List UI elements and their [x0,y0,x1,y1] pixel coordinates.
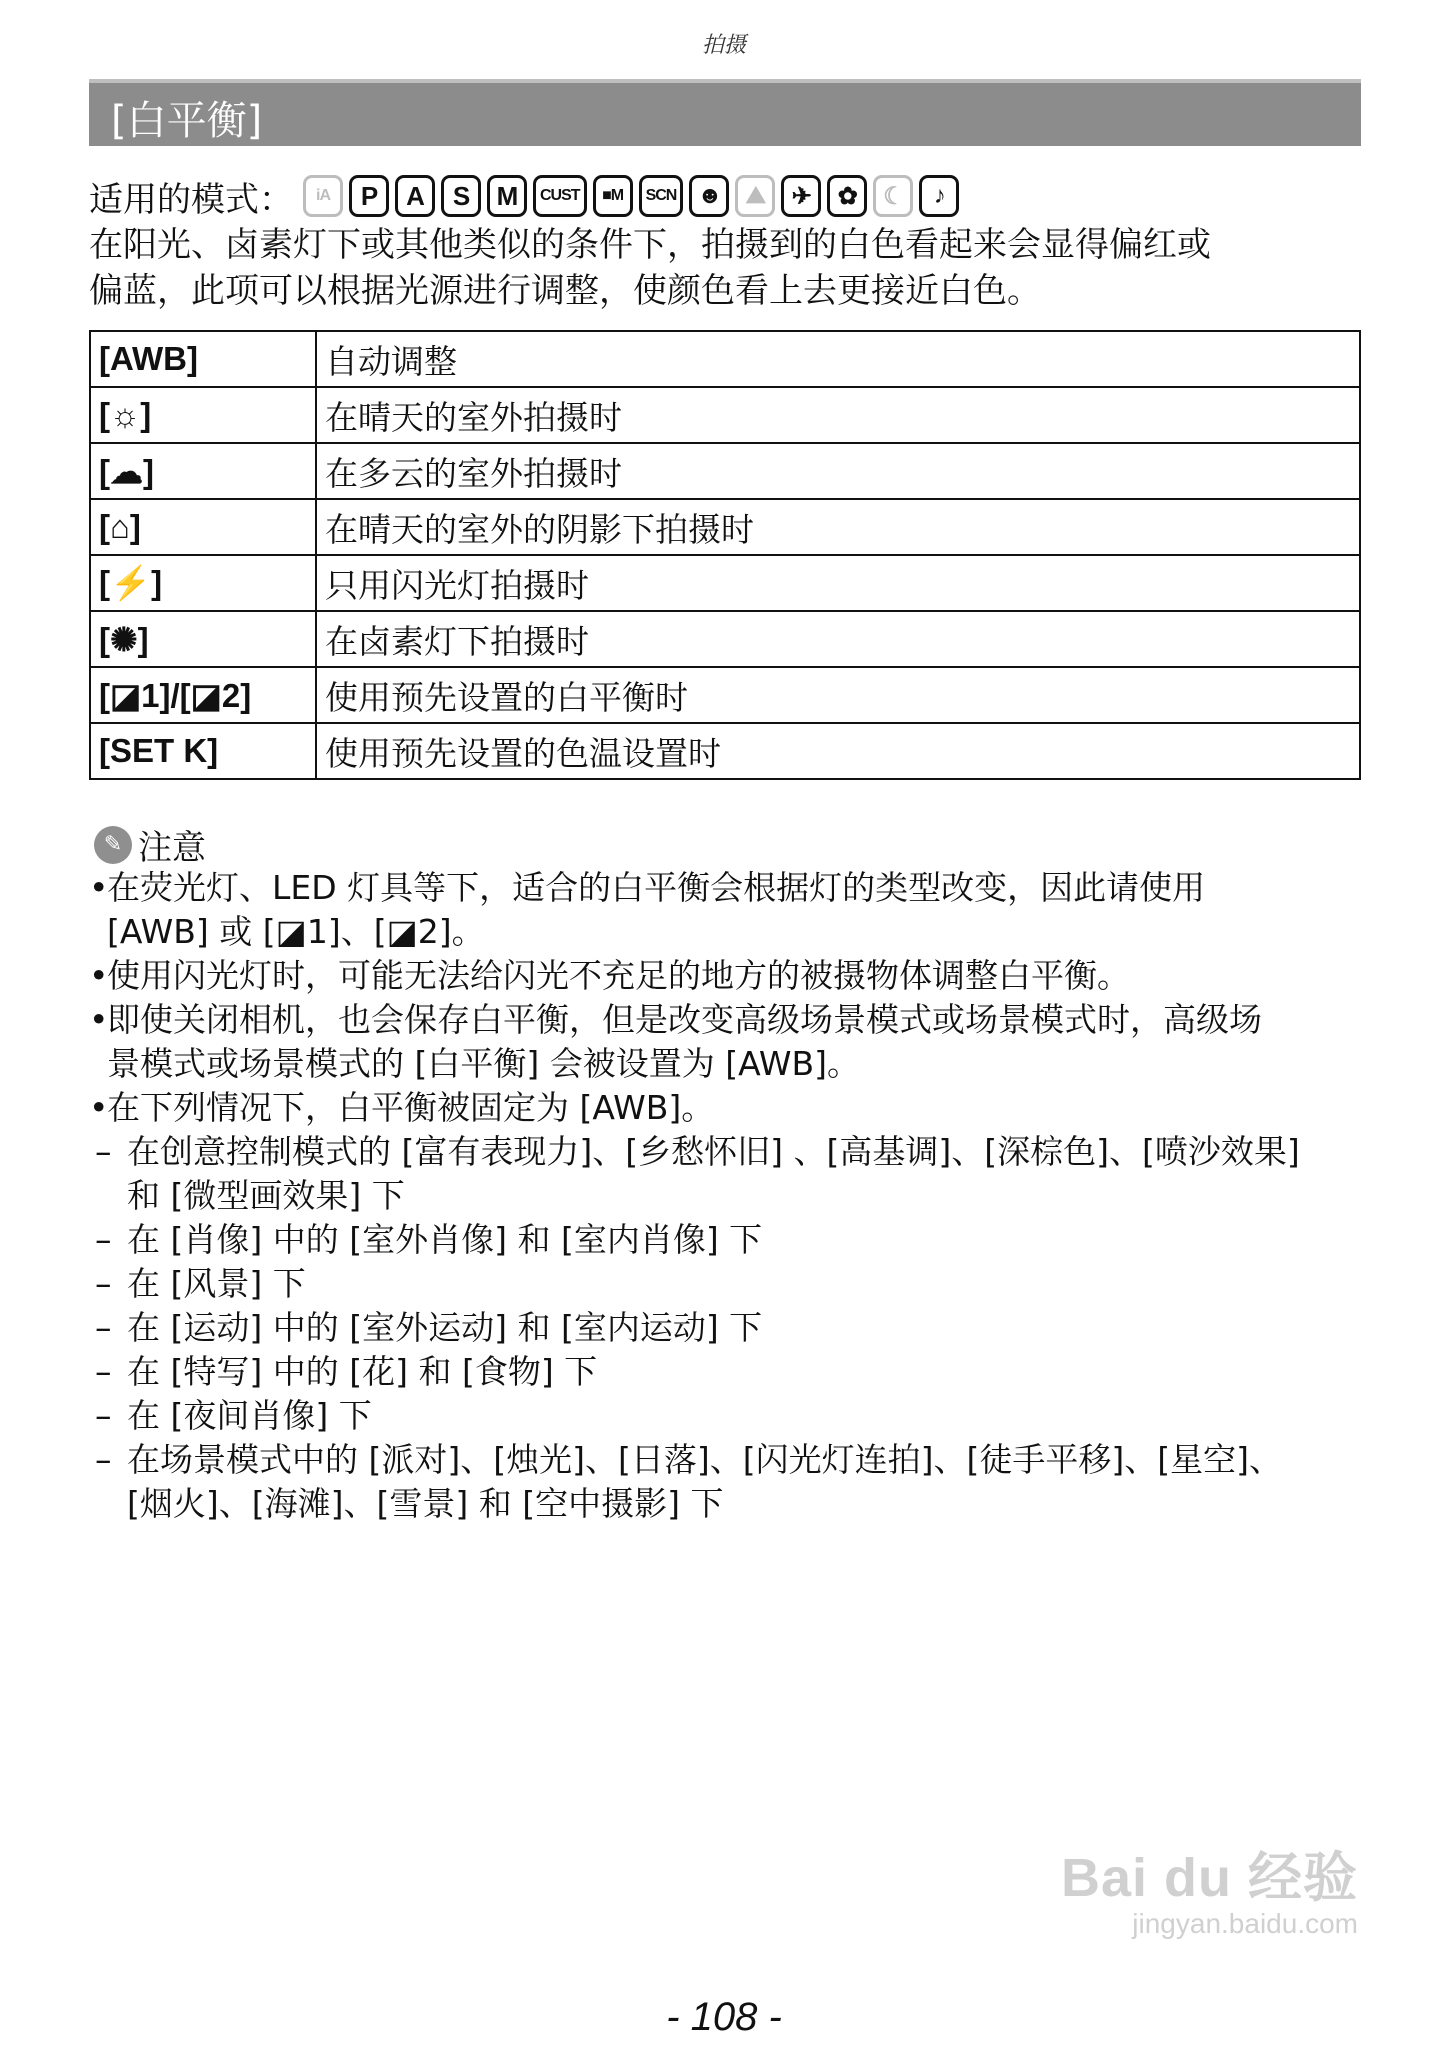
wb-desc: 使用预先设置的色温设置时 [316,723,1360,779]
table-row [90,499,1360,555]
section-title: [白平衡] [111,98,263,144]
note-subitem: – 在 [风景] 下 [89,1262,1379,1306]
applicable-modes-row [89,172,965,220]
note-title: 注意 [138,828,206,868]
mode-ia-icon: iA [303,175,343,217]
intro-paragraph [89,222,1379,314]
wb-desc: 在晴天的室外拍摄时 [316,387,1360,443]
wb-desc: 在多云的室外拍摄时 [316,443,1360,499]
section-title-bar [89,79,1361,146]
wb-desc: 自动调整 [316,331,1360,387]
wb-desc: 在晴天的室外的阴影下拍摄时 [316,499,1360,555]
modes-label: 适用的模式： [89,179,293,220]
wb-key-awb: [AWB] [90,331,316,387]
color-temp-set-icon: [SET K] [90,723,316,779]
intro-line: 偏蓝，此项可以根据光源进行调整，使颜色看上去更接近白色。 [89,271,1041,311]
mode-portrait-icon: ☻ [689,175,729,217]
note-subitem: – 在 [肖像] 中的 [室外肖像] 和 [室内肖像] 下 [89,1218,1379,1262]
note-item: • 在下列情况下，白平衡被固定为 [AWB]。 [89,1086,1379,1130]
mode-creative-control-icon: ♪ [919,175,959,217]
mode-sports-icon: ✈ [781,175,821,217]
note-item-continuation: [AWB] 或 [◪1]、[◪2]。 [107,912,485,951]
mode-night-portrait-icon: ☾ [873,175,913,217]
mode-p-icon: P [349,175,389,217]
page-header-label: 拍摄 [701,33,746,58]
table-row [90,443,1360,499]
note-item-continuation: 景模式或场景模式的 [白平衡] 会被设置为 [AWB]。 [107,1044,861,1083]
white-balance-table [89,330,1361,780]
table-row [90,723,1360,779]
sun-icon: [☼] [90,387,316,443]
cloud-icon: [☁] [90,443,316,499]
baidu-watermark [1061,1835,1358,1940]
mode-m-icon: M [487,175,527,217]
wb-desc: 在卤素灯下拍摄时 [316,611,1360,667]
shade-icon: [⌂] [90,499,316,555]
note-subitem: – 在创意控制模式的 [富有表现力]、[乡愁怀旧] 、[高基调]、[深棕色]、[喷沙效果] [89,1130,1379,1174]
note-subitem: – 在 [夜间肖像] 下 [89,1394,1379,1438]
note-subitem-continuation: [烟火]、[海滩]、[雪景] 和 [空中摄影] 下 [127,1484,724,1523]
note-item: • 在荧光灯、LED 灯具等下，适合的白平衡会根据灯的类型改变，因此请使用 [89,866,1379,910]
note-subitem: – 在 [运动] 中的 [室外运动] 和 [室内运动] 下 [89,1306,1379,1350]
table-row [90,555,1360,611]
pencil-icon: ✎ [94,826,132,864]
notes-list [89,866,1379,1526]
mode-scenery-icon: ⛰ [735,175,775,217]
note-item: • 即使关闭相机，也会保存白平衡，但是改变高级场景模式或场景模式时，高级场 [89,998,1379,1042]
preset-wb-icon: [◪1]/[◪2] [90,667,316,723]
table-row [90,611,1360,667]
watermark-url: jingyan.baidu.com [1132,1908,1358,1939]
wb-desc: 只用闪光灯拍摄时 [316,555,1360,611]
table-row [90,387,1360,443]
mode-scn-icon: SCN [639,175,684,217]
flash-wb-icon: [⚡] [90,555,316,611]
note-subitem: – 在场景模式中的 [派对]、[烛光]、[日落]、[闪光灯连拍]、[徒手平移]、[星空]、 [89,1438,1379,1482]
intro-line: 在阳光、卤素灯下或其他类似的条件下，拍摄到的白色看起来会显得偏红或 [89,225,1211,265]
note-subitem-continuation: 和 [微型画效果] 下 [127,1176,405,1215]
mode-s-icon: S [441,175,481,217]
watermark-logo-text: Bai du 经验 [1060,1848,1358,1908]
wb-desc: 使用预先设置的白平衡时 [316,667,1360,723]
halogen-icon: [✺] [90,611,316,667]
note-heading [94,820,206,869]
mode-closeup-icon: ✿ [827,175,867,217]
table-row [90,667,1360,723]
mode-cust-icon: CUST [533,175,587,217]
note-item: • 使用闪光灯时，可能无法给闪光不充足的地方的被摄物体调整白平衡。 [89,954,1379,998]
table-row [90,331,1360,387]
page-number: - 108 - [666,1995,782,2039]
mode-a-icon: A [395,175,435,217]
note-subitem: – 在 [特写] 中的 [花] 和 [食物] 下 [89,1350,1379,1394]
mode-movie-m-icon: ■M [593,175,633,217]
